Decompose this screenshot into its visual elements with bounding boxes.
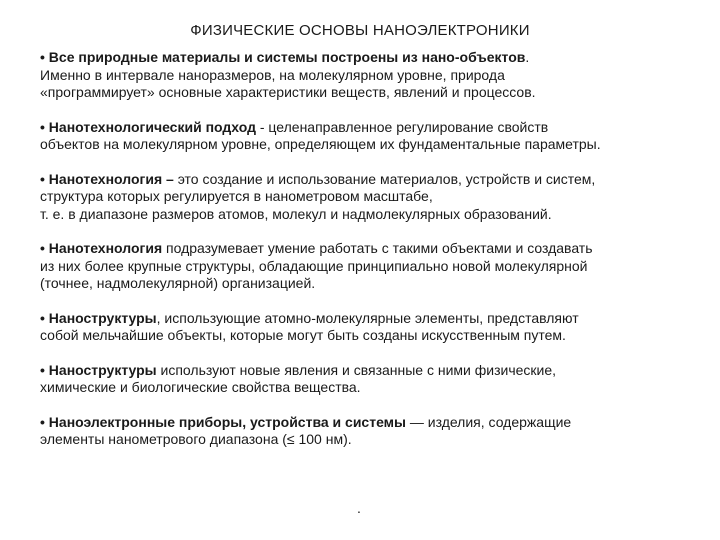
footer-dot: . [357,500,361,516]
slide-title: ФИЗИЧЕСКИЕ ОСНОВЫ НАНОЭЛЕКТРОНИКИ [190,22,530,39]
bullet-line: объектов на молекулярном уровне, определяющем их фундаментальные параметры. [40,136,601,152]
bullet-item-nanostructures-phenomena [40,362,690,397]
bullet-lead-tail: это создание и использование материалов, устройств и систем, [173,170,596,187]
bullet-lead: Наноструктуры [48,309,157,326]
bullet-first-line [40,310,690,328]
bullet-mark: • [40,413,45,430]
bullet-mark: • [40,240,45,256]
bullet-line: собой мельчайшие объекты, которые могут быть созданы искусственным путем. [40,327,566,343]
bullet-first-line [40,362,690,380]
bullet-item-nanotech-approach [40,119,690,154]
bullet-first-line [40,171,690,189]
bullet-lead-tail: , использующие атомно-молекулярные элементы, представляют [156,309,579,326]
bullet-line: химические и биологические свойства вещества. [40,379,361,395]
bullet-first-line [40,49,690,67]
bullet-line: из них более крупные структуры, обладающие принципиально новой молекулярной [40,257,588,274]
bullet-first-line [40,240,690,258]
bullet-first-line [40,119,690,137]
bullet-lead-tail: . [525,49,530,65]
bullet-lead-tail: подразумевает умение работать с такими объектами и создавать [162,240,593,256]
bullet-item-nanoelectronic-devices [40,414,690,449]
bullet-mark: • [40,49,45,65]
bullet-mark: • [40,361,45,378]
bullet-mark: • [40,118,45,135]
bullet-lead: Нанотехнология [48,240,163,256]
bullet-line: структура которых регулируется в нанометровом масштабе, [40,188,433,204]
bullet-lead-tail: - целенаправленное регулирование свойств [255,118,549,135]
bullet-lead: Все природные материалы и системы построены из нано-объектов [48,49,526,65]
bullet-line: Именно в интервале наноразмеров, на молекулярном уровне, природа [40,66,505,83]
bullet-line: (точнее, надмолекулярной) организацией. [40,275,316,291]
bullet-item-nanotech-definition [40,171,690,224]
bullet-item-nanostructures-elements [40,310,690,345]
bullet-mark: • [40,170,45,187]
bullet-lead: Наноструктуры [48,361,157,378]
bullet-lead: Наноэлектронные приборы, устройства и системы [48,413,406,430]
bullet-line: «программирует» основные характеристики веществ, явлений и процессов. [40,84,536,100]
bullet-line: т. е. в диапазоне размеров атомов, молекул и надмолекулярных образований. [40,205,552,222]
bullet-first-line [40,414,690,432]
bullet-item-nanotech-skills [40,240,690,293]
bullet-line: элементы нанометрового диапазона (≤ 100 нм). [40,431,352,447]
bullet-lead-tail: — изделия, содержащие [405,413,572,430]
bullet-mark: • [40,309,45,326]
bullet-lead: Нанотехнологический подход [48,118,256,135]
bullet-item-natural-materials [40,49,690,102]
bullet-lead-tail: используют новые явления и связанные с ними физические, [156,361,557,378]
bullet-list [40,49,690,466]
bullet-lead: Нанотехнология – [48,170,174,187]
